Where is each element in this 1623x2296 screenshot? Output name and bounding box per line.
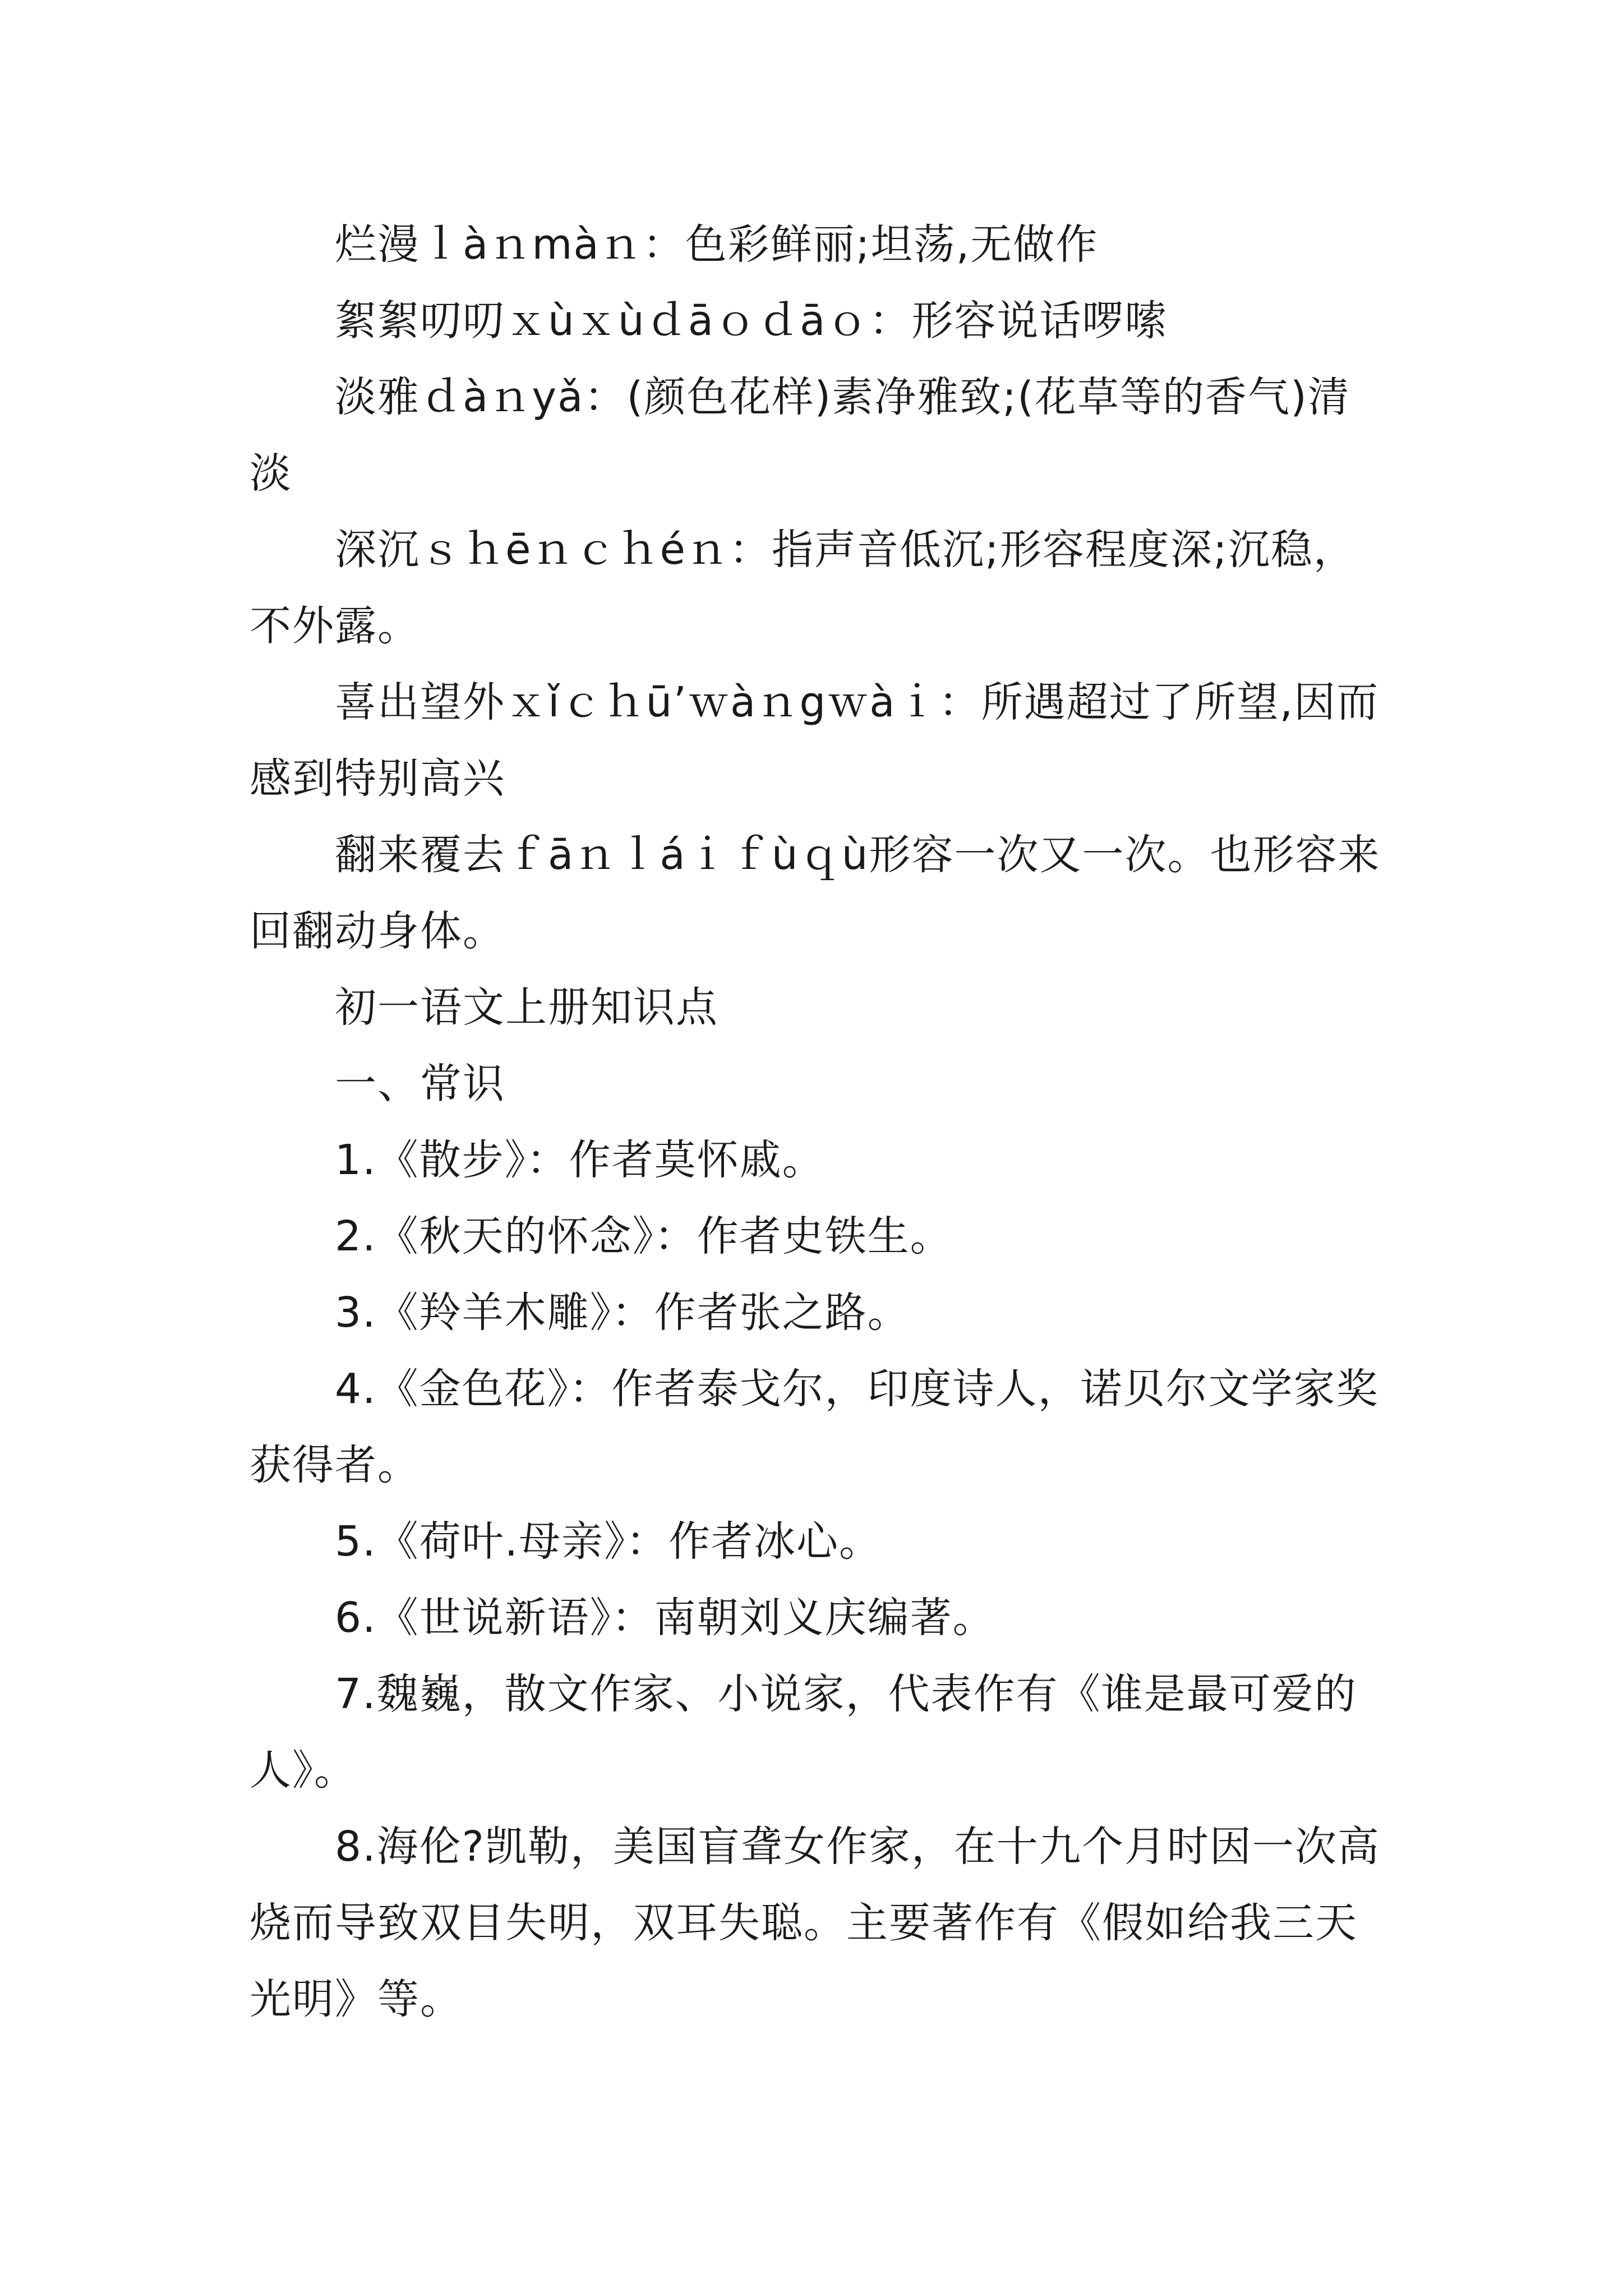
list-item: 5.《荷叶.母亲》：作者冰心。	[335, 1517, 882, 1566]
list-item: 3.《羚羊木雕》：作者张之路。	[335, 1289, 910, 1337]
list-item: 6.《世说新语》：南朝刘义庆编著。	[335, 1594, 995, 1642]
list-item: 2.《秋天的怀念》：作者史铁生。	[335, 1212, 953, 1260]
list-item: 8.海伦?凯勒，美国盲聋女作家，在十九个月时因一次高烧而导致双目失明，双耳失聪。主要著作有《假如给我三天光明》等。	[250, 1823, 1380, 2023]
section-title: 初一语文上册知识点	[335, 983, 718, 1032]
vocab-fanlaifuqu: 翻来覆去ｆāｎｌáｉｆùｑù形容一次又一次。也形容来回翻动身体。	[250, 831, 1381, 955]
vocab-shenchen: 深沉ｓｈēｎｃｈéｎ：指声音低沉;形容程度深;沉稳，不外露。	[250, 526, 1356, 650]
vocab-xuxudaodao: 絮絮叨叨ｘùｘùｄāｏｄāｏ：形容说话啰嗦	[335, 297, 1168, 345]
list-item: 1.《散步》：作者莫怀戚。	[335, 1136, 825, 1184]
list-item: 7.魏巍，散文作家、小说家，代表作有《谁是最可爱的人》。	[250, 1670, 1357, 1795]
vocab-lanman: 烂漫ｌàｎmàｎ：色彩鲜丽;坦荡,无做作	[335, 220, 1099, 269]
list-item: 4.《金色花》：作者泰戈尔，印度诗人，诺贝尔文学家奖获得者。	[250, 1365, 1379, 1489]
subsection-heading: 一、常识	[335, 1060, 505, 1108]
document-body	[250, 206, 1388, 2037]
vocab-danya: 淡雅ｄàｎyǎ：(颜色花样)素净雅致;(花草等的香气)清淡	[250, 373, 1350, 498]
vocab-xichuwangwai: 喜出望外ｘǐｃｈū’ｗàｎgｗàｉ：所遇超过了所望,因而感到特别高兴	[250, 678, 1380, 803]
